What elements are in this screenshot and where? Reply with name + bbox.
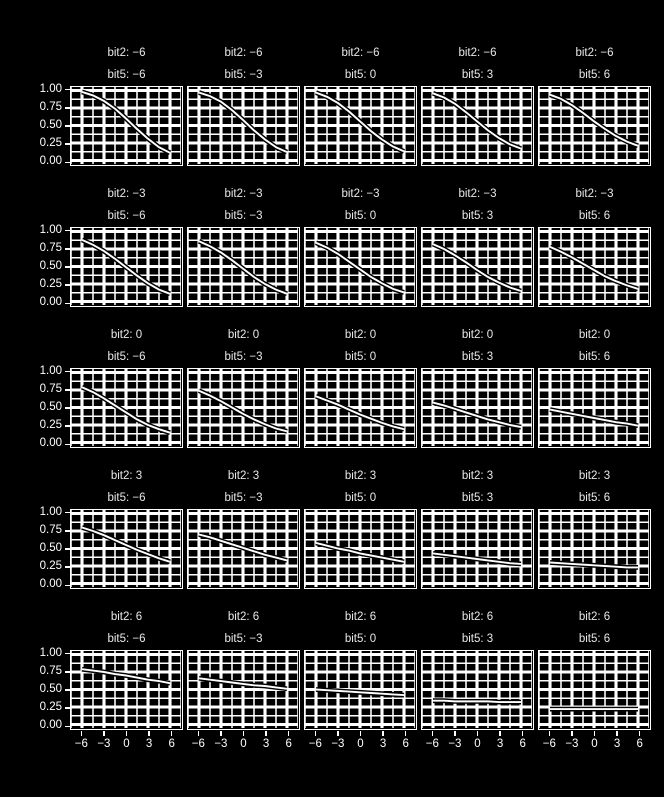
y-axis-tick-label: 0.25 <box>39 419 62 432</box>
facet-panel <box>70 42 183 166</box>
facet-row <box>0 324 664 448</box>
x-axis-tick-label: 6 <box>636 738 643 750</box>
y-axis-tick-mark <box>65 389 70 391</box>
y-axis-tick-label: 1.00 <box>39 646 62 659</box>
x-axis-tick-mark <box>81 731 83 736</box>
x-axis-tick-label: −6 <box>308 738 322 750</box>
facet-strip-col-label: bit5: −3 <box>187 487 300 509</box>
facet-strip-row-label: bit2: 0 <box>421 324 534 346</box>
facet-strip-col-label: bit5: 6 <box>538 487 651 509</box>
x-axis-tick-label: −6 <box>542 738 556 750</box>
y-axis-tick-mark <box>65 125 70 127</box>
x-axis-tick-mark <box>499 731 501 736</box>
y-axis-tick-mark <box>65 266 70 268</box>
x-axis-tick-mark <box>549 731 551 736</box>
plot-area <box>538 509 651 589</box>
facet-strip-col-label: bit5: −3 <box>187 346 300 368</box>
y-axis-tick-label: 0.00 <box>39 296 62 309</box>
y-axis-tick-mark <box>65 548 70 550</box>
y-axis-tick-mark <box>65 143 70 145</box>
facet-strip-col-label: bit5: −6 <box>70 205 183 227</box>
y-axis-tick-label: 0.50 <box>39 542 62 554</box>
facet-strip-row-label: bit2: −6 <box>187 42 300 64</box>
y-axis-tick-label: 0.00 <box>39 578 62 591</box>
facet-panel <box>421 606 534 730</box>
x-axis-tick-mark <box>265 731 267 736</box>
facet-panel <box>187 606 300 730</box>
x-axis-tick-label: 6 <box>402 738 409 750</box>
x-axis-tick-mark <box>171 731 173 736</box>
y-axis-tick-mark <box>65 248 70 250</box>
facet-strip-row-label: bit2: 0 <box>70 324 183 346</box>
y-axis-tick-mark <box>65 107 70 109</box>
y-axis-tick-label: 0.00 <box>39 719 62 732</box>
y-axis-tick-label: 0.75 <box>39 664 62 677</box>
plot-area <box>187 368 300 448</box>
y-axis-tick-mark <box>65 530 70 532</box>
x-axis-tick-mark <box>288 731 290 736</box>
facet-strip-col-label: bit5: 0 <box>304 346 417 368</box>
x-axis-tick-mark <box>594 731 596 736</box>
facet-row <box>0 606 664 730</box>
x-axis-tick-label: −3 <box>565 738 579 750</box>
facet-strip-col-label: bit5: −3 <box>187 628 300 650</box>
plot-area <box>421 368 534 448</box>
facet-panel <box>538 465 651 589</box>
facet-row <box>0 465 664 589</box>
facet-strip-col-label: bit5: 3 <box>421 346 534 368</box>
y-axis-tick-mark <box>65 707 70 709</box>
plot-area <box>70 368 183 448</box>
facet-strip-row-label: bit2: 3 <box>304 465 417 487</box>
y-axis-tick-label: 0.50 <box>39 260 62 272</box>
facet-strip-row-label: bit2: 6 <box>187 606 300 628</box>
plot-area <box>421 227 534 307</box>
x-axis-tick-mark <box>454 731 456 736</box>
facet-panel <box>187 42 300 166</box>
facet-strip-col-label: bit5: 6 <box>538 205 651 227</box>
facet-strip-row-label: bit2: −6 <box>421 42 534 64</box>
facet-panel <box>70 465 183 589</box>
facet-panel <box>538 324 651 448</box>
x-axis-tick-mark <box>432 731 434 736</box>
facet-panel <box>421 42 534 166</box>
facet-panel <box>421 465 534 589</box>
x-axis-tick-mark <box>639 731 641 736</box>
facet-strip-row-label: bit2: −3 <box>70 183 183 205</box>
plot-area <box>70 650 183 730</box>
plot-area <box>70 227 183 307</box>
y-axis-tick-label: 0.75 <box>39 382 62 395</box>
facet-strip-row-label: bit2: 6 <box>538 606 651 628</box>
y-axis-tick-mark <box>65 230 70 232</box>
facet-strip-row-label: bit2: 3 <box>538 465 651 487</box>
facet-row <box>0 42 664 166</box>
x-axis-tick-mark <box>477 731 479 736</box>
x-axis-tick-mark <box>382 731 384 736</box>
y-axis-tick-mark <box>65 284 70 286</box>
x-axis-tick-mark <box>220 731 222 736</box>
facet-strip-col-label: bit5: −3 <box>187 205 300 227</box>
x-axis-tick-mark <box>571 731 573 736</box>
x-axis-tick-label: −6 <box>191 738 205 750</box>
plot-area <box>70 509 183 589</box>
facet-strip-col-label: bit5: 0 <box>304 205 417 227</box>
plot-area <box>304 368 417 448</box>
facet-strip-col-label: bit5: 6 <box>538 346 651 368</box>
facet-strip-row-label: bit2: 6 <box>304 606 417 628</box>
facet-strip-col-label: bit5: −3 <box>187 64 300 86</box>
facet-strip-row-label: bit2: 3 <box>421 465 534 487</box>
facet-strip-row-label: bit2: 0 <box>304 324 417 346</box>
y-axis-tick-label: 0.00 <box>39 155 62 168</box>
x-axis-tick-label: 3 <box>496 738 504 750</box>
x-axis-tick-label: −3 <box>214 738 228 750</box>
facet-panel <box>187 465 300 589</box>
plot-area <box>304 509 417 589</box>
x-axis-tick-label: 0 <box>240 738 247 750</box>
facet-strip-col-label: bit5: −6 <box>70 487 183 509</box>
facet-strip-row-label: bit2: 0 <box>187 324 300 346</box>
facet-panel <box>304 606 417 730</box>
x-axis-tick-label: 0 <box>591 738 598 750</box>
y-axis-tick-label: 0.00 <box>39 437 62 450</box>
y-axis-tick-label: 0.25 <box>39 278 62 291</box>
y-axis-tick-mark <box>65 425 70 427</box>
plot-area <box>304 650 417 730</box>
y-axis-tick-mark <box>65 689 70 691</box>
plot-area <box>187 509 300 589</box>
facet-panel <box>187 324 300 448</box>
x-axis-tick-label: 3 <box>262 738 270 750</box>
plot-area <box>304 86 417 166</box>
y-axis-tick-label: 1.00 <box>39 223 62 236</box>
y-axis-tick-label: 1.00 <box>39 364 62 377</box>
facet-panel <box>304 465 417 589</box>
facet-strip-row-label: bit2: 6 <box>421 606 534 628</box>
y-axis-tick-label: 0.50 <box>39 119 62 131</box>
facet-panel <box>187 183 300 307</box>
facet-panel <box>70 606 183 730</box>
facet-strip-row-label: bit2: −3 <box>187 183 300 205</box>
facet-panel <box>538 42 651 166</box>
facet-strip-col-label: bit5: 6 <box>538 628 651 650</box>
x-axis-tick-mark <box>103 731 105 736</box>
y-axis-tick-mark <box>65 371 70 373</box>
x-axis-tick-label: 6 <box>519 738 526 750</box>
x-axis-tick-mark <box>315 731 317 736</box>
x-axis-tick-label: −3 <box>97 738 111 750</box>
x-axis-tick-mark <box>522 731 524 736</box>
facet-strip-row-label: bit2: −6 <box>304 42 417 64</box>
y-axis-tick-label: 0.75 <box>39 523 62 536</box>
y-axis-tick-label: 0.50 <box>39 683 62 695</box>
facet-strip-col-label: bit5: −6 <box>70 346 183 368</box>
x-axis-tick-label: −6 <box>74 738 88 750</box>
x-axis-tick-label: 0 <box>357 738 364 750</box>
plot-area <box>304 227 417 307</box>
y-axis-tick-mark <box>65 407 70 409</box>
y-axis-tick-mark <box>65 726 70 728</box>
facet-strip-row-label: bit2: 0 <box>538 324 651 346</box>
x-axis-tick-mark <box>337 731 339 736</box>
y-axis-tick-mark <box>65 585 70 587</box>
x-axis-tick-label: 6 <box>168 738 175 750</box>
facet-panel <box>304 324 417 448</box>
facet-strip-col-label: bit5: 0 <box>304 64 417 86</box>
facet-strip-col-label: bit5: −6 <box>70 628 183 650</box>
x-axis-tick-mark <box>405 731 407 736</box>
y-axis-tick-mark <box>65 162 70 164</box>
facet-strip-row-label: bit2: −3 <box>421 183 534 205</box>
x-axis-tick-mark <box>148 731 150 736</box>
y-axis-tick-label: 0.75 <box>39 100 62 113</box>
x-axis-tick-label: 3 <box>145 738 153 750</box>
y-axis-tick-mark <box>65 566 70 568</box>
facet-strip-col-label: bit5: 6 <box>538 64 651 86</box>
x-axis-tick-label: −3 <box>331 738 345 750</box>
plot-area <box>421 86 534 166</box>
facet-strip-row-label: bit2: −3 <box>304 183 417 205</box>
facet-panel <box>70 183 183 307</box>
x-axis-tick-label: −3 <box>448 738 462 750</box>
x-axis-tick-label: −6 <box>425 738 439 750</box>
facet-strip-col-label: bit5: 3 <box>421 487 534 509</box>
facet-strip-row-label: bit2: −6 <box>538 42 651 64</box>
facet-panel <box>421 183 534 307</box>
facet-panel <box>538 183 651 307</box>
facet-panel <box>304 42 417 166</box>
facet-strip-col-label: bit5: 0 <box>304 487 417 509</box>
plot-area <box>187 227 300 307</box>
plot-area <box>187 86 300 166</box>
facet-strip-col-label: bit5: 3 <box>421 64 534 86</box>
facet-panel <box>421 324 534 448</box>
facet-panel <box>538 606 651 730</box>
x-axis-tick-label: 3 <box>379 738 387 750</box>
x-axis-tick-mark <box>126 731 128 736</box>
y-axis-tick-label: 0.75 <box>39 241 62 254</box>
y-axis-tick-label: 0.25 <box>39 137 62 150</box>
x-axis-tick-mark <box>360 731 362 736</box>
x-axis-tick-label: 6 <box>285 738 292 750</box>
x-axis-tick-mark <box>198 731 200 736</box>
y-axis-tick-mark <box>65 512 70 514</box>
x-axis-tick-mark <box>616 731 618 736</box>
facet-strip-row-label: bit2: −6 <box>70 42 183 64</box>
facet-row <box>0 183 664 307</box>
facet-strip-col-label: bit5: 0 <box>304 628 417 650</box>
plot-area <box>538 368 651 448</box>
facet-panel <box>70 324 183 448</box>
y-axis-tick-mark <box>65 653 70 655</box>
x-axis-tick-mark <box>243 731 245 736</box>
y-axis-tick-label: 0.50 <box>39 401 62 413</box>
plot-area <box>421 509 534 589</box>
y-axis-tick-mark <box>65 444 70 446</box>
y-axis-tick-mark <box>65 303 70 305</box>
x-axis-tick-label: 0 <box>474 738 481 750</box>
facet-strip-row-label: bit2: 3 <box>187 465 300 487</box>
y-axis-tick-mark <box>65 671 70 673</box>
plot-area <box>70 86 183 166</box>
facet-strip-row-label: bit2: −3 <box>538 183 651 205</box>
y-axis-tick-label: 1.00 <box>39 505 62 518</box>
plot-area <box>187 650 300 730</box>
x-axis-tick-label: 0 <box>123 738 130 750</box>
y-axis-tick-mark <box>65 89 70 91</box>
y-axis-tick-label: 1.00 <box>39 82 62 95</box>
facet-strip-row-label: bit2: 6 <box>70 606 183 628</box>
plot-area <box>538 227 651 307</box>
y-axis-tick-label: 0.25 <box>39 560 62 573</box>
facet-strip-col-label: bit5: 3 <box>421 628 534 650</box>
plot-area <box>538 86 651 166</box>
y-axis-tick-label: 0.25 <box>39 701 62 714</box>
facet-strip-col-label: bit5: −6 <box>70 64 183 86</box>
facet-strip-col-label: bit5: 3 <box>421 205 534 227</box>
plot-area <box>538 650 651 730</box>
x-axis-tick-label: 3 <box>613 738 621 750</box>
facet-panel <box>304 183 417 307</box>
plot-area <box>421 650 534 730</box>
facet-strip-row-label: bit2: 3 <box>70 465 183 487</box>
